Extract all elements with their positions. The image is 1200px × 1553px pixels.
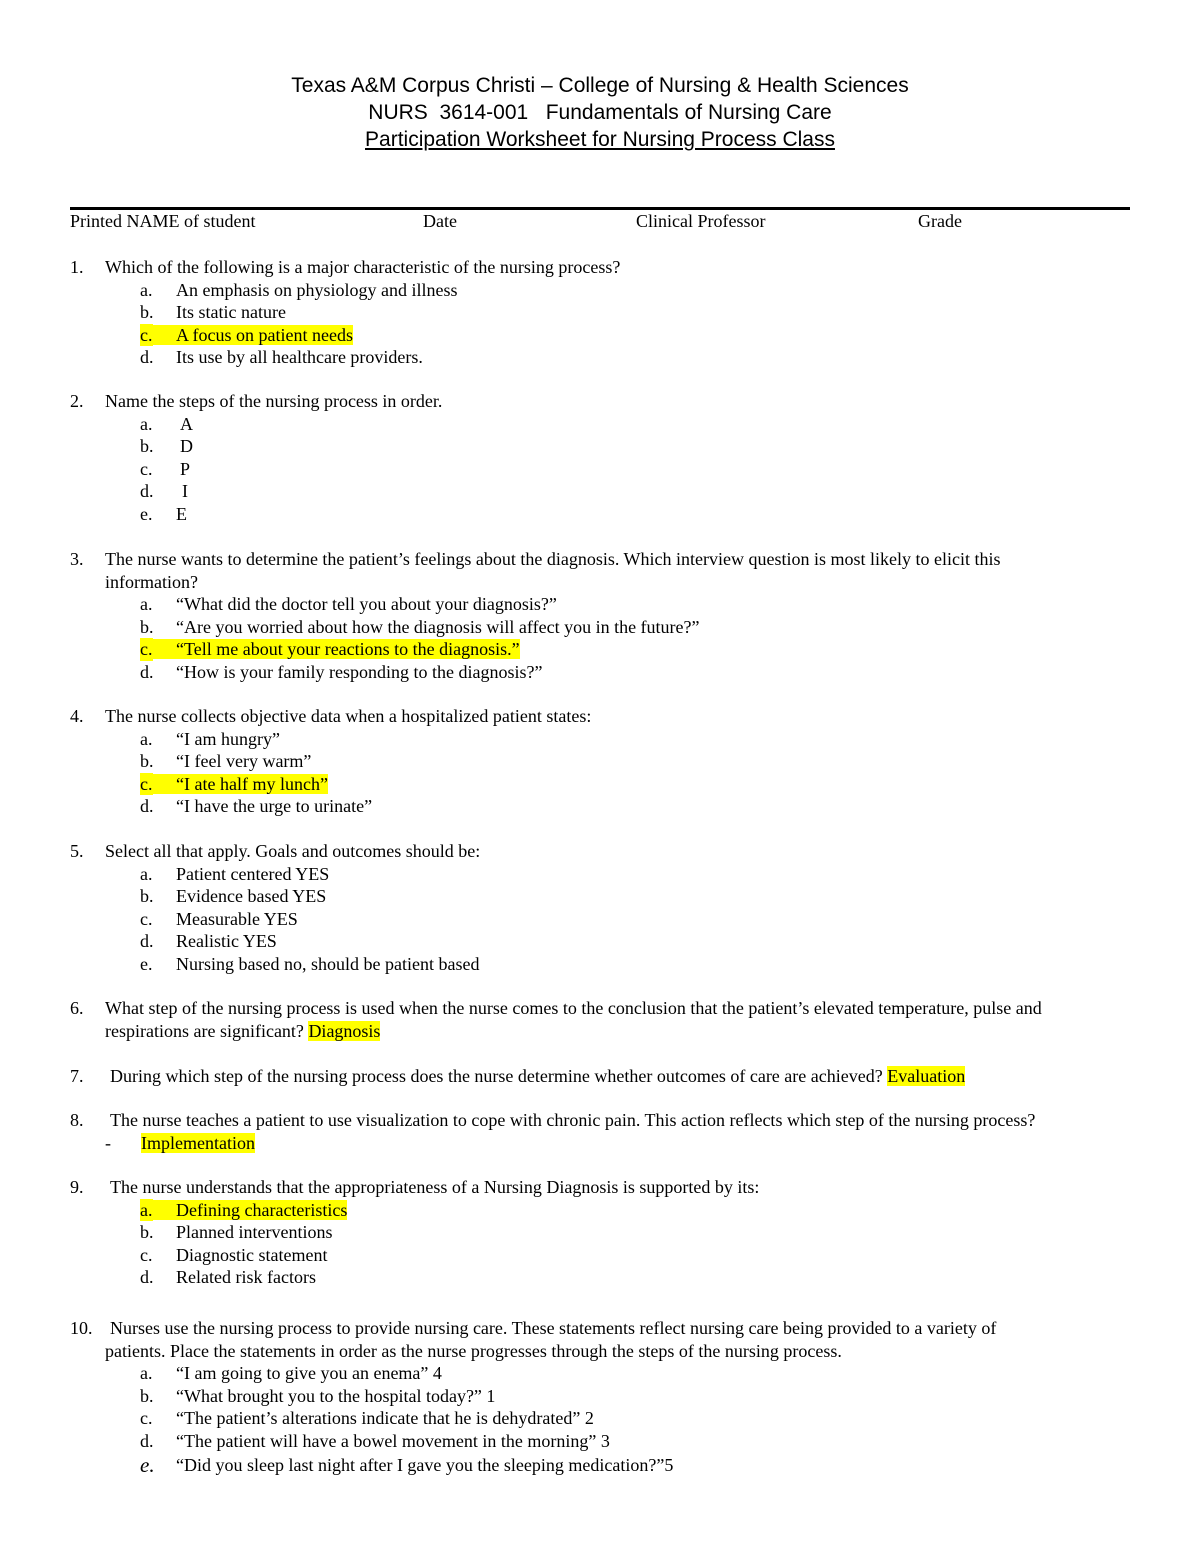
question-text: Which of the following is a major characteristic of the nursing process? xyxy=(105,257,621,277)
question-2: 2. Name the steps of the nursing process in order. a. A b. D c. P d. I e. E xyxy=(70,390,1130,525)
option-e: e. Nursing based no, should be patient based xyxy=(140,953,480,974)
field-date: Date xyxy=(423,211,457,231)
answer-highlight: Evaluation xyxy=(887,1066,966,1086)
option-b: b. Its static nature xyxy=(140,302,286,322)
question-9: 9. The nurse understands that the appropriateness of a Nursing Diagnosis is supported by its: a. Defining characteristics b. Planned interventions c. Diagnostic statement d. Related risk factors xyxy=(70,1176,1130,1289)
option-c-answer: c. A focus on patient needs xyxy=(140,324,353,345)
option-d: d. Its use by all healthcare providers. xyxy=(140,347,423,367)
signature-rule xyxy=(70,207,1130,210)
question-1 xyxy=(70,256,1130,369)
header-course: NURS 3614-001 Fundamentals of Nursing Care xyxy=(368,101,832,124)
option-b: b. “Are you worried about how the diagnosis will affect you in the future?” xyxy=(140,616,700,637)
option-a: a. An emphasis on physiology and illness xyxy=(140,279,458,300)
option-b: b. Planned interventions xyxy=(140,1222,333,1242)
question-8: 8. The nurse teaches a patient to use visualization to cope with chronic pain. This action reflects which step of the nursing process? - Implementation xyxy=(70,1110,1036,1153)
field-clinical-professor: Clinical Professor xyxy=(636,211,766,231)
question-6: 6. What step of the nursing process is used when the nurse comes to the conclusion that the patient’s elevated temperature, pulse and respirations are significant? Diagnosis xyxy=(70,998,1042,1041)
option-a: a. “I am hungry” xyxy=(140,728,280,749)
option-b: b. D xyxy=(140,436,193,456)
option-e: e. “Did you sleep last night after I gave you the sleeping medication?”5 xyxy=(140,1453,674,1477)
question-5: 5. Select all that apply. Goals and outcomes should be: a. Patient centered YES b. Evidence based YES c. Measurable YES d. Realistic YES e. Nursing based no, should be patient based xyxy=(70,840,1130,975)
question-4: 4. The nurse collects objective data when a hospitalized patient states: a. “I am hungry” b. “I feel very warm” c. “I ate half my lunch” d. “I have the urge to urinate” xyxy=(70,705,1130,818)
option-d: d. “How is your family responding to the diagnosis?” xyxy=(140,661,543,682)
header-institution: Texas A&M Corpus Christi – College of Nursing & Health Sciences xyxy=(291,74,909,97)
option-b: b. “I feel very warm” xyxy=(140,751,312,771)
option-a: a. A xyxy=(140,413,193,434)
question-number: 1. xyxy=(70,257,84,277)
option-b: b. “What brought you to the hospital today?” 1 xyxy=(140,1385,496,1406)
option-d: d. “The patient will have a bowel movement in the morning” 3 xyxy=(140,1430,610,1451)
option-b: b. Evidence based YES xyxy=(140,886,327,906)
option-c: c. P xyxy=(140,458,191,479)
option-d: d. Related risk factors xyxy=(140,1267,316,1287)
document-header xyxy=(0,72,1200,153)
option-c: c. “The patient’s alterations indicate that he is dehydrated” 2 xyxy=(140,1408,594,1428)
option-e: e. E xyxy=(140,503,187,524)
question-3: 3. The nurse wants to determine the patient’s feelings about the diagnosis. Which interview question is most likely to elicit this information? a. “What did the doctor tell you about your diagnosis?” b. “Are you worried about how the diagnosis will affect you in the future?” c. “Tell me about your reactions to the diagnosis.” d. “How is your family responding to the diagnosis?” xyxy=(70,548,1130,683)
option-c: c. Diagnostic statement xyxy=(140,1244,328,1265)
option-a: a. Patient centered YES xyxy=(140,863,330,884)
option-c-answer: c. “I ate half my lunch” xyxy=(140,773,328,794)
option-a: a. “What did the doctor tell you about your diagnosis?” xyxy=(140,594,557,614)
option-a: a. “I am going to give you an enema” 4 xyxy=(140,1363,442,1383)
field-grade: Grade xyxy=(918,211,962,231)
option-a-answer: a. Defining characteristics xyxy=(140,1199,348,1220)
option-d: d. “I have the urge to urinate” xyxy=(140,796,373,816)
answer-highlight: Diagnosis xyxy=(308,1020,381,1041)
header-worksheet-title: Participation Worksheet for Nursing Process Class xyxy=(365,128,835,151)
option-c: c. Measurable YES xyxy=(140,908,298,929)
option-c-answer: c. “Tell me about your reactions to the diagnosis.” xyxy=(140,639,520,659)
answer-highlight: Implementation xyxy=(141,1132,255,1153)
question-10: 10. Nurses use the nursing process to provide nursing care. These statements reflect nursing care being provided to a variety of patients. Place the statements in order as the nurse progresses through the steps of the nursing process. a. “I am going to give you an enema” 4 b. “What brought you to the hospital today?” 1 c. “The patient’s alterations indicate that he is dehydrated” 2 d. “The patient will have a bowel movement in the morning” 3 e. “Did you sleep last night after I gave you the sleeping medication?”5 xyxy=(70,1317,1130,1477)
question-7: 7. During which step of the nursing process does the nurse determine whether outcomes of care are achieved? Evaluation xyxy=(70,1066,966,1086)
field-student-name: Printed NAME of student xyxy=(70,211,256,231)
option-d: d. Realistic YES xyxy=(140,931,277,951)
option-d: d. I xyxy=(140,481,188,501)
